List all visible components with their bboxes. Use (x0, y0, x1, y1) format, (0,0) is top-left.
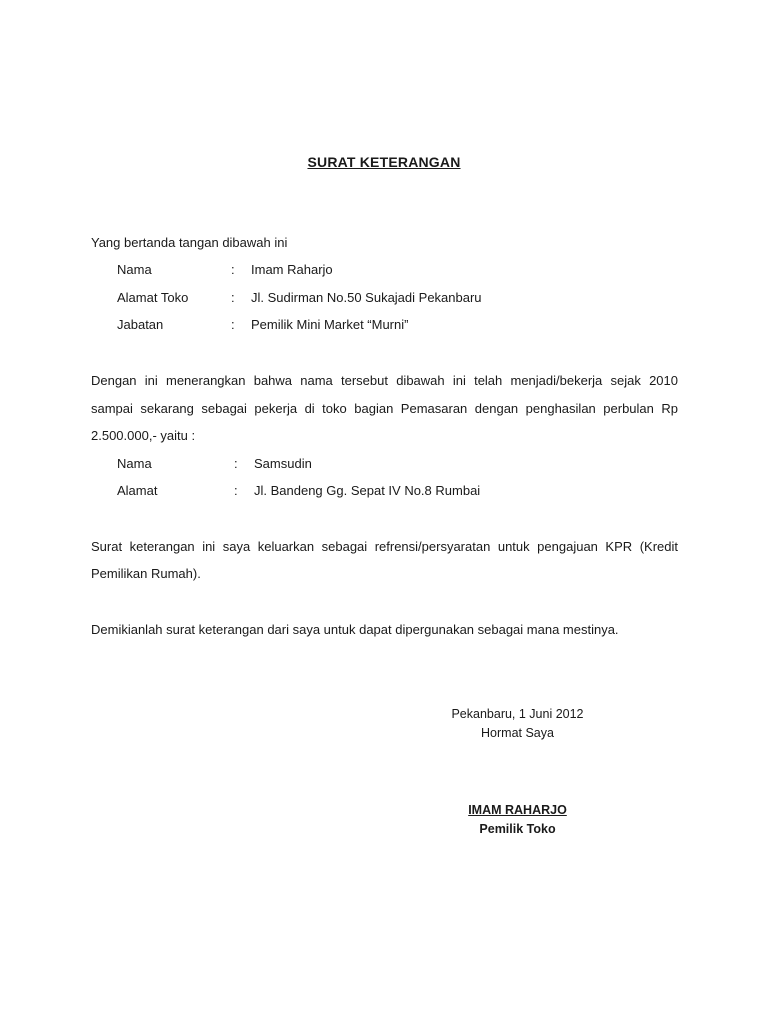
purpose-line-2: Pemilikan Rumah). (91, 566, 201, 581)
field-separator: : (231, 290, 235, 305)
field-value: Pemilik Mini Market “Murni” (251, 317, 409, 332)
field-separator: : (231, 317, 235, 332)
greeting: Hormat Saya (481, 726, 554, 740)
intro-text: Yang bertanda tangan dibawah ini (91, 235, 288, 250)
statement-line-2: sampai sekarang sebagai pekerja di toko bagian Pemasaran dengan penghasilan perbulan Rp (91, 401, 678, 416)
field-value: Samsudin (254, 456, 312, 471)
place-date: Pekanbaru, 1 Juni 2012 (451, 707, 584, 721)
statement-line-3: 2.500.000,- yaitu : (91, 428, 196, 443)
signer-name: IMAM RAHARJO (468, 803, 567, 817)
purpose-line-1: Surat keterangan ini saya keluarkan sebagai refrensi/persyaratan untuk pengajuan KPR (Kredit (91, 539, 678, 554)
field-separator: : (234, 456, 238, 471)
field-label: Nama (117, 262, 152, 277)
field-separator: : (234, 483, 238, 498)
field-value: Jl. Bandeng Gg. Sepat IV No.8 Rumbai (254, 483, 481, 498)
field-value: Imam Raharjo (251, 262, 333, 277)
field-value: Jl. Sudirman No.50 Sukajadi Pekanbaru (251, 290, 482, 305)
field-label: Jabatan (117, 317, 164, 332)
field-label: Alamat Toko (117, 290, 189, 305)
signer-position: Pemilik Toko (479, 822, 556, 836)
document-title: SURAT KETERANGAN (307, 154, 461, 170)
statement-line-1: Dengan ini menerangkan bahwa nama tersebut dibawah ini telah menjadi/bekerja sejak 2010 (91, 373, 678, 388)
field-label: Alamat (117, 483, 158, 498)
field-label: Nama (117, 456, 152, 471)
field-separator: : (231, 262, 235, 277)
closing-text: Demikianlah surat keterangan dari saya untuk dapat dipergunakan sebagai mana mestinya. (91, 622, 619, 637)
